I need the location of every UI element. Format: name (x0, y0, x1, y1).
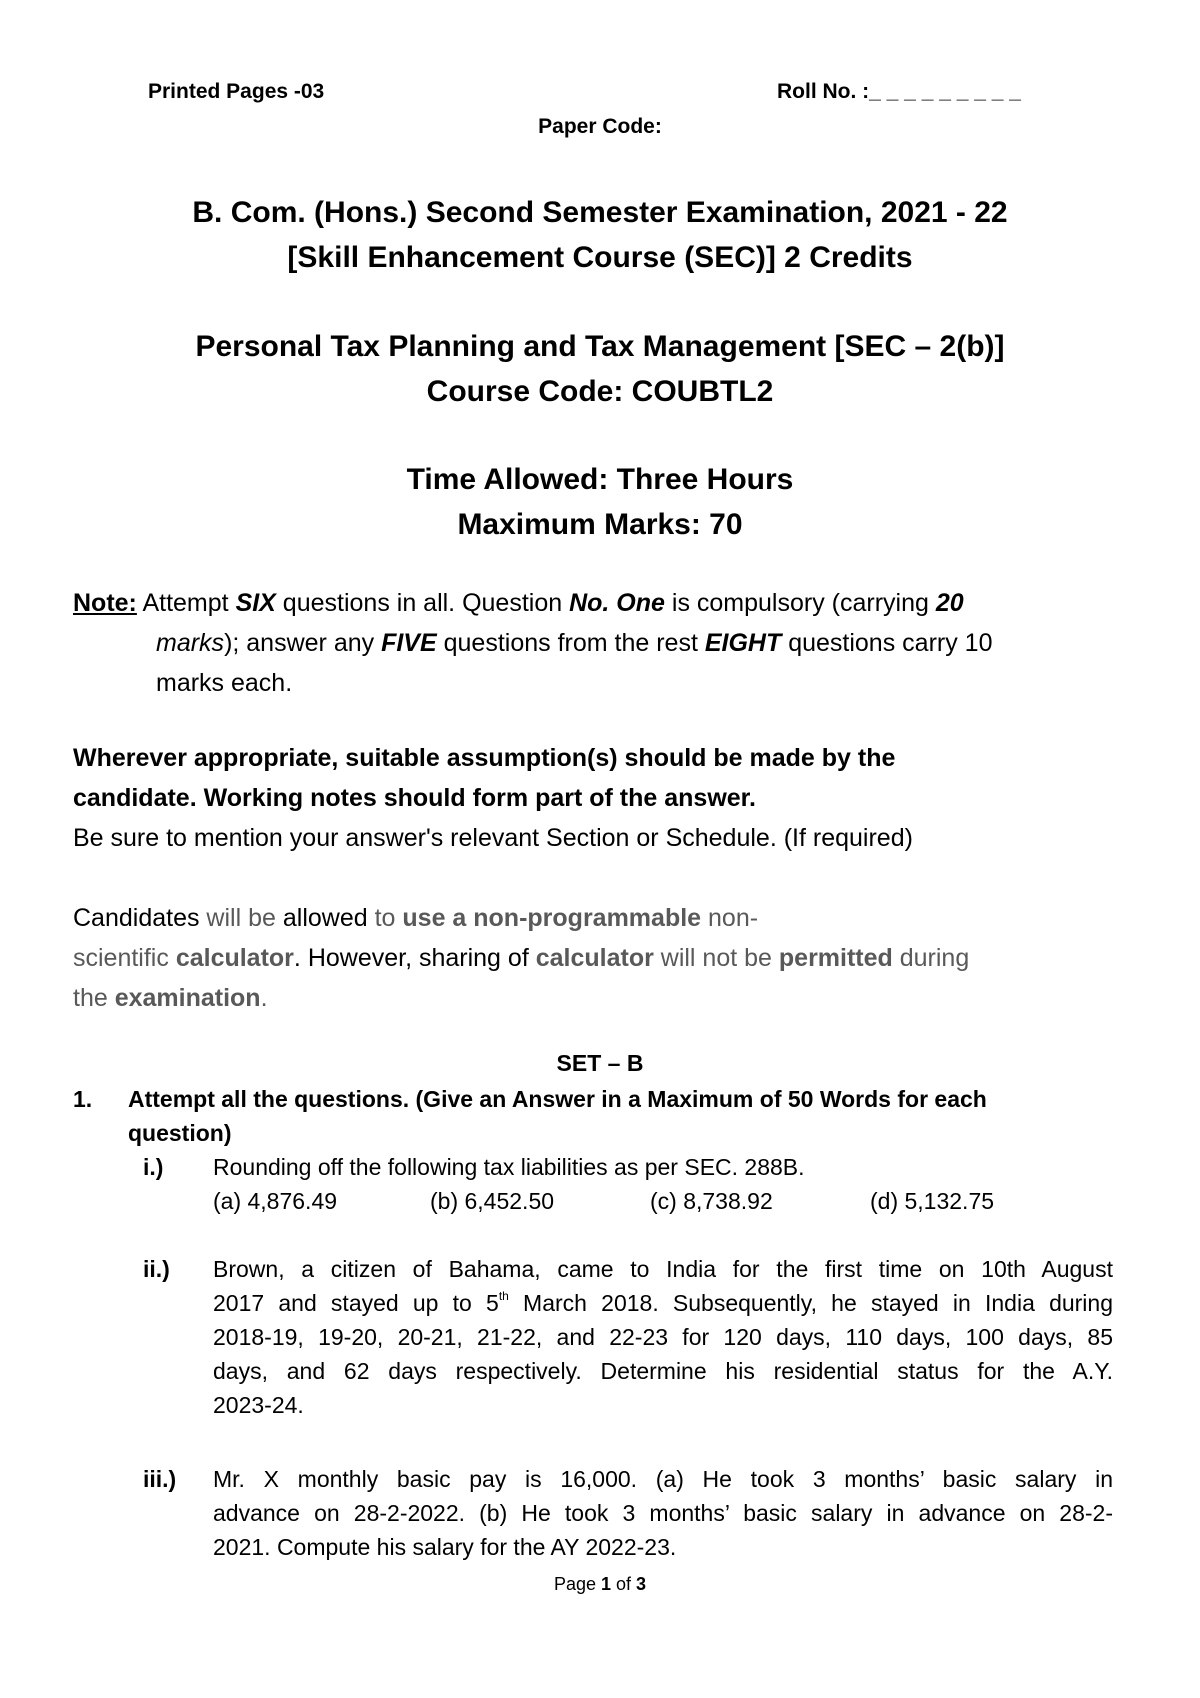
calc-text: the (73, 984, 115, 1012)
note-emph: marks (156, 629, 225, 657)
note-label: Note: (73, 589, 137, 617)
subquestion-text: March 2018. Subsequently, he stayed in India during (508, 1290, 1114, 1316)
calculator-line-3 (73, 978, 268, 1018)
calc-emph: use a non-programmable (402, 904, 702, 932)
note-text: Attempt (136, 589, 236, 617)
note-emph: SIX (235, 589, 276, 617)
note-line-2 (156, 623, 992, 663)
subquestion-line: 2021. Compute his salary for the AY 2022-23. (213, 1534, 677, 1560)
subquestion-number: ii.) (143, 1256, 170, 1282)
option-d: (d) 5,132.75 (870, 1188, 995, 1214)
question-number: 1. (73, 1086, 93, 1112)
calc-text: non- (701, 904, 759, 932)
note-emph: No. One (569, 589, 665, 617)
calc-text: during (892, 944, 970, 972)
ordinal-suffix: th (498, 1289, 509, 1303)
calculator-line-2 (73, 938, 969, 978)
question-heading-2: question) (128, 1120, 232, 1146)
note-text: is compulsory (carrying (664, 589, 936, 617)
calc-text: allowed (282, 904, 368, 932)
subquestion-text: 2017 and stayed up to 5 (213, 1290, 499, 1316)
note-line-1 (73, 583, 964, 623)
subquestion-text: Rounding off the following tax liabilities as per SEC. 288B. (213, 1154, 805, 1180)
option-c: (c) 8,738.92 (650, 1188, 773, 1214)
calc-text: scientific (73, 944, 176, 972)
subquestion-number: i.) (143, 1154, 164, 1180)
instruction-bold-1: Wherever appropriate, suitable assumption(s) should be made by the (73, 744, 896, 772)
note-text: questions carry 10 (781, 629, 993, 657)
calc-text: . However, sharing of (293, 944, 536, 972)
roll-number: Roll No. :_ _ _ _ _ _ _ _ _ (777, 80, 1021, 103)
subquestion-line: 2023-24. (213, 1392, 304, 1418)
option-a: (a) 4,876.49 (213, 1188, 338, 1214)
page-footer (0, 1574, 1200, 1595)
time-allowed: Time Allowed: Three Hours (406, 463, 794, 496)
calc-emph: calculator (535, 944, 654, 972)
note-emph: FIVE (381, 629, 437, 657)
course-code: Course Code: COUBTL2 (426, 375, 774, 408)
calc-text: . (260, 984, 268, 1012)
course-type: [Skill Enhancement Course (SEC)] 2 Credits (287, 241, 913, 274)
page-total: 3 (636, 1574, 647, 1594)
instruction-bold-2: candidate. Working notes should form part of the answer. (73, 784, 756, 812)
question-heading-1: Attempt all the questions. (Give an Answer in a Maximum of 50 Words for each (128, 1086, 987, 1112)
calculator-line-1 (73, 898, 758, 938)
subquestion-line: Brown, a citizen of Bahama, came to India for the first time on 10th August (213, 1256, 1113, 1282)
paper-code: Paper Code: (538, 115, 662, 138)
note-line-3: marks each. (156, 669, 293, 697)
footer-text: Page (553, 1574, 601, 1594)
note-emph: 20 (935, 589, 964, 617)
set-label: SET – B (556, 1050, 644, 1076)
subquestion-line: Mr. X monthly basic pay is 16,000. (a) He took 3 months’ basic salary in (213, 1466, 1113, 1492)
calc-text: to (367, 904, 403, 932)
exam-title: B. Com. (Hons.) Second Semester Examination, 2021 - 22 (192, 196, 1008, 229)
note-emph: EIGHT (704, 629, 782, 657)
note-text: questions from the rest (436, 629, 705, 657)
calc-text: will not be (653, 944, 779, 972)
subquestion-line: advance on 28-2-2022. (b) He took 3 months’ basic salary in advance on 28-2- (213, 1500, 1113, 1526)
maximum-marks: Maximum Marks: 70 (457, 508, 743, 541)
calc-emph: examination (114, 984, 261, 1012)
subquestion-number: iii.) (143, 1466, 177, 1492)
footer-text: of (611, 1574, 637, 1594)
paper-title: Personal Tax Planning and Tax Management [SEC – 2(b)] (195, 330, 1005, 363)
subquestion-line: 2018-19, 19-20, 20-21, 21-22, and 22-23 for 120 days, 110 days, 100 days, 85 (213, 1324, 1113, 1350)
calc-emph: calculator (175, 944, 294, 972)
subquestion-line: days, and 62 days respectively. Determine his residential status for the A.Y. (213, 1358, 1113, 1384)
calc-text: will be (199, 904, 283, 932)
calc-text: Candidates (73, 904, 200, 932)
subquestion-line (213, 1290, 1113, 1317)
printed-pages: Printed Pages -03 (148, 80, 325, 103)
note-text: ); answer any (224, 629, 382, 657)
page-number: 1 (601, 1574, 612, 1594)
note-text: questions in all. Question (275, 589, 570, 617)
instruction-normal: Be sure to mention your answer's relevant Section or Schedule. (If required) (73, 824, 913, 852)
calc-emph: permitted (778, 944, 893, 972)
option-b: (b) 6,452.50 (430, 1188, 555, 1214)
